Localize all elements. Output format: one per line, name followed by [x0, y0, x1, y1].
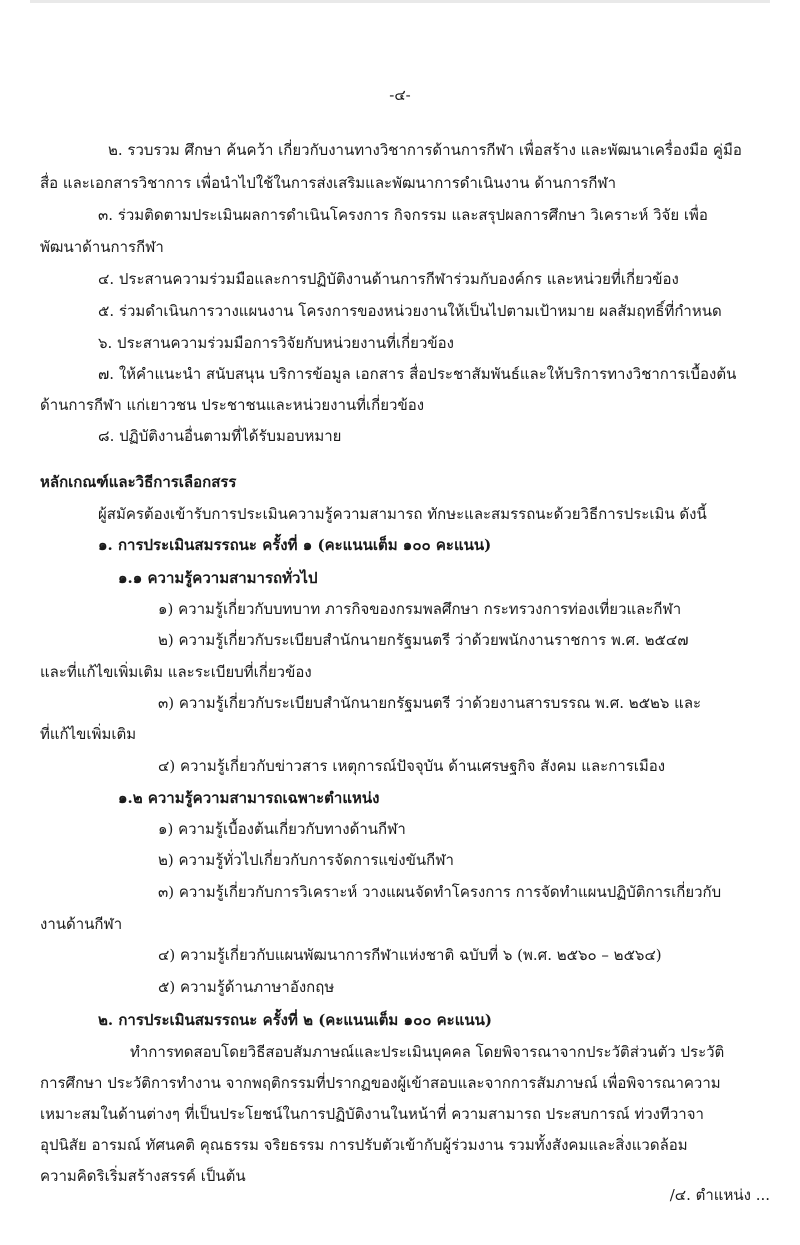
general-knowledge-item-4: ๔) ความรู้เกี่ยวกับข่าวสาร เหตุการณ์ปัจจุบัน ด้านเศรษฐกิจ สังคม และการเมือง	[158, 757, 666, 775]
specific-knowledge-item-3-line-1: ๓) ความรู้เกี่ยวกับการวิเคราะห์ วางแผนจัดทำโครงการ การจัดทำแผนปฏิบัติการเกี่ยวกับ	[158, 883, 722, 901]
page-number: -๔-	[389, 86, 411, 104]
duty-item-6: ๖. ประสานความร่วมมือการวิจัยกับหน่วยงานที่เกี่ยวข้อง	[98, 334, 454, 352]
duty-item-7-line-1: ๗. ให้คำแนะนำ สนับสนุน บริการข้อมูล เอกสาร สื่อประชาสัมพันธ์และให้บริการทางวิชาการเบื้องต้น	[98, 365, 737, 383]
round-2-paragraph-line-2: การศึกษา ประวัติการทำงาน จากพฤติกรรมที่ปรากฏของผู้เข้าสอบและจากการสัมภาษณ์ เพื่อพิจารณาความ	[40, 1074, 721, 1092]
specific-knowledge-item-3-line-2: งานด้านกีฬา	[40, 915, 123, 933]
specific-knowledge-item-5: ๕) ความรู้ด้านภาษาอังกฤษ	[158, 978, 335, 996]
general-knowledge-item-3-line-1: ๓) ความรู้เกี่ยวกับระเบียบสำนักนายกรัฐมนตรี ว่าด้วยงานสารบรรณ พ.ศ. ๒๕๒๖ และ	[158, 694, 702, 712]
duty-item-7-line-2: ด้านการกีฬา แก่เยาวชน ประชาชนและหน่วยงานที่เกี่ยวข้อง	[40, 396, 425, 414]
general-knowledge-heading: ๑.๑ ความรู้ความสามารถทั่วไป	[118, 569, 318, 587]
round-2-heading: ๒. การประเมินสมรรถนะ ครั้งที่ ๒ (คะแนนเต็ม ๑๐๐ คะแนน)	[98, 1011, 492, 1029]
round-2-paragraph-line-3: เหมาะสมในด้านต่างๆ ที่เป็นประโยชน์ในการปฏิบัติงานในหน้าที่ ความสามารถ ประสบการณ์ ท่วงทีวาจา	[40, 1105, 704, 1123]
round-2-paragraph-line-5: ความคิดริเริ่มสร้างสรรค์ เป็นต้น	[40, 1167, 246, 1185]
duty-item-3-line-1: ๓. ร่วมติดตามประเมินผลการดำเนินโครงการ กิจกรรม และสรุปผลการศึกษา วิเคราะห์ วิจัย เพื่อ	[98, 206, 708, 224]
duty-item-4: ๔. ประสานความร่วมมือและการปฏิบัติงานด้านการกีฬาร่วมกับองค์กร และหน่วยที่เกี่ยวข้อง	[98, 270, 679, 288]
specific-knowledge-item-2: ๒) ความรู้ทั่วไปเกี่ยวกับการจัดการแข่งขันกีฬา	[158, 851, 454, 869]
scan-edge-artifact	[30, 0, 770, 21]
general-knowledge-item-2-line-2: และที่แก้ไขเพิ่มเติม และระเบียบที่เกี่ยวข้อง	[40, 663, 312, 681]
continuation-reference: /๔. ตำแหน่ง ...	[669, 1186, 770, 1204]
duty-item-5: ๕. ร่วมดำเนินการวางแผนงาน โครงการของหน่วยงานให้เป็นไปตามเป้าหมาย ผลสัมฤทธิ์ที่กำหนด	[98, 302, 722, 320]
duty-item-8: ๘. ปฏิบัติงานอื่นตามที่ได้รับมอบหมาย	[98, 427, 342, 445]
general-knowledge-item-1: ๑) ความรู้เกี่ยวกับบทบาท ภารกิจของกรมพลศึกษา กระทรวงการท่องเที่ยวและกีฬา	[158, 600, 682, 618]
specific-knowledge-item-1: ๑) ความรู้เบื้องต้นเกี่ยวกับทางด้านกีฬา	[158, 820, 406, 838]
general-knowledge-item-3-line-2: ที่แก้ไขเพิ่มเติม	[40, 725, 137, 743]
duty-item-3-line-2: พัฒนาด้านการกีฬา	[40, 238, 164, 256]
round-1-heading: ๑. การประเมินสมรรถนะ ครั้งที่ ๑ (คะแนนเต็ม ๑๐๐ คะแนน)	[98, 536, 492, 554]
duty-item-2-line-1: ๒. รวบรวม ศึกษา ค้นคว้า เกี่ยวกับงานทางวิชาการด้านการกีฬา เพื่อสร้าง และพัฒนาเครื่องมือ คู่มือ	[108, 141, 742, 159]
round-2-paragraph-line-4: อุปนิสัย อารมณ์ ทัศนคติ คุณธรรม จริยธรรม การปรับตัวเข้ากับผู้ร่วมงาน รวมทั้งสังคมและสิ่งแวดล้อม	[40, 1136, 688, 1154]
duty-item-2-line-2: สื่อ และเอกสารวิชาการ เพื่อนำไปใช้ในการส่งเสริมและพัฒนาการดำเนินงาน ด้านการกีฬา	[40, 174, 617, 192]
round-2-paragraph-line-1: ทำการทดสอบโดยวิธีสอบสัมภาษณ์และประเมินบุคคล โดยพิจารณาจากประวัติส่วนตัว ประวัติ	[130, 1043, 725, 1061]
specific-knowledge-item-4: ๔) ความรู้เกี่ยวกับแผนพัฒนาการกีฬาแห่งชาติ ฉบับที่ ๖ (พ.ศ. ๒๕๖๐ – ๒๕๖๔)	[158, 946, 662, 964]
selection-heading: หลักเกณฑ์และวิธีการเลือกสรร	[40, 473, 237, 491]
specific-knowledge-heading: ๑.๒ ความรู้ความสามารถเฉพาะตำแหน่ง	[118, 789, 380, 807]
selection-intro: ผู้สมัครต้องเข้ารับการประเมินความรู้ความสามารถ ทักษะและสมรรถนะด้วยวิธีการประเมิน ดังนี้	[98, 505, 707, 523]
general-knowledge-item-2-line-1: ๒) ความรู้เกี่ยวกับระเบียบสำนักนายกรัฐมนตรี ว่าด้วยพนักงานราชการ พ.ศ. ๒๕๔๗	[158, 631, 689, 649]
